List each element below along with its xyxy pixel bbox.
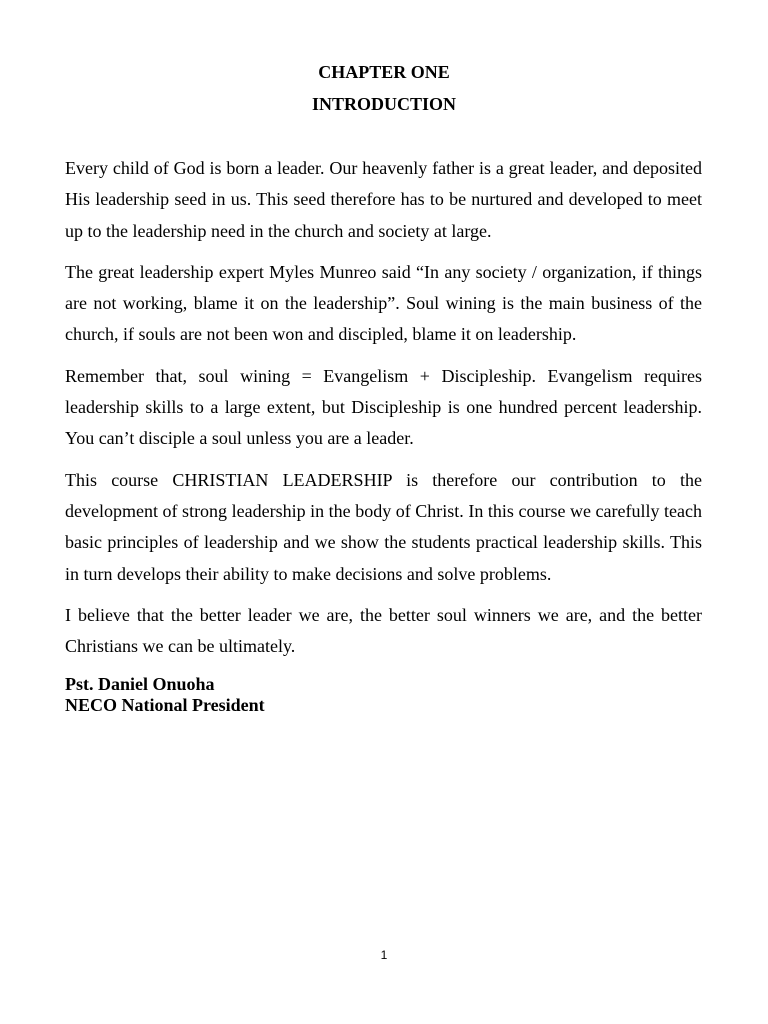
paragraph: I believe that the better leader we are, the better soul winners we are, and the better Christians we can be ultimately. xyxy=(65,604,702,657)
signature-title: NECO National President xyxy=(65,695,265,716)
chapter-heading: CHAPTER ONE xyxy=(318,62,450,82)
paragraph: The great leadership expert Myles Munreo said “In any society / organization, if things are not working, blame it on the leadership”. Soul wining is the main business of the church, if souls are not been won and discipled, blame it on leadership. xyxy=(65,261,702,345)
paragraph: This course CHRISTIAN LEADERSHIP is therefore our contribution to the development of strong leadership in the body of Christ. In this course we carefully teach basic principles of leadership and we show the students practical leadership skills. This in turn develops their ability to make decisions and solve problems. xyxy=(65,469,702,584)
signature-block xyxy=(65,674,702,716)
section-heading: INTRODUCTION xyxy=(311,94,457,114)
paragraph: Remember that, soul wining = Evangelism + Discipleship. Evangelism requires leadership skills to a large extent, but Discipleship is one hundred percent leadership. You can’t disciple a soul unless you are a leader. xyxy=(65,365,702,449)
signature-name: Pst. Daniel Onuoha xyxy=(65,674,215,695)
page-number: 1 xyxy=(380,948,388,962)
body-text xyxy=(65,153,702,716)
paragraph: Every child of God is born a leader. Our heavenly father is a great leader, and deposited His leadership seed in us. This seed therefore has to be nurtured and developed to meet up to the leadership need in the church and society at large. xyxy=(65,158,702,241)
